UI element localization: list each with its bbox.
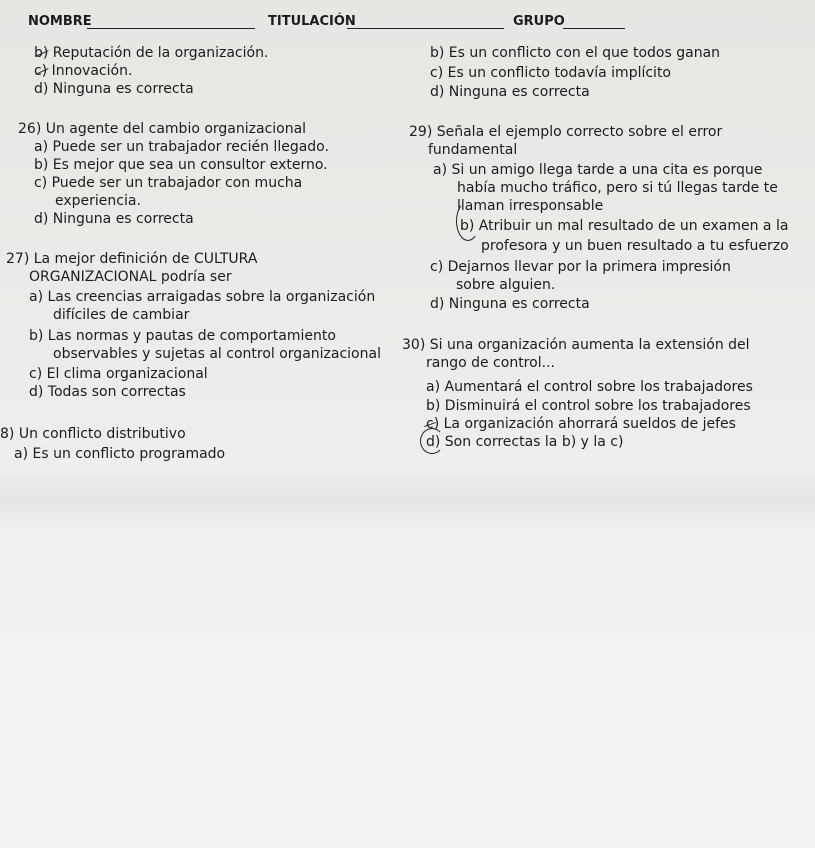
q29-option-b: b) Atribuir un mal resultado de un examen a la — [460, 218, 789, 234]
q30-title-cont: rango de control... — [426, 355, 555, 371]
q26-title: 26) Un agente del cambio organizacional — [18, 121, 307, 137]
q27-option-b-cont: observables y sujetas al control organizacional — [53, 346, 381, 362]
q28-option-a: a) Es un conflicto programado — [14, 446, 226, 462]
q30-title: 30) Si una organización aumenta la extensión del — [402, 337, 750, 353]
q30-option-b: b) Disminuirá el control sobre los trabajadores — [426, 398, 751, 414]
paper-fold-shadow — [0, 470, 815, 530]
q30-option-a: a) Aumentará el control sobre los trabajadores — [426, 379, 753, 395]
q30-option-d: d) Son correctas la b) y la c) — [426, 434, 624, 450]
q26-option-c-cont: experiencia. — [55, 193, 141, 209]
q29-option-a-cont2: llaman irresponsable — [457, 198, 604, 214]
titulacion-blank[interactable] — [347, 28, 504, 29]
prev-option-c-right: c) Es un conflicto todavía implícito — [430, 65, 672, 81]
prev-option-d-left: d) Ninguna es correcta — [34, 81, 194, 97]
q27-option-a: a) Las creencias arraigadas sobre la organización — [29, 289, 376, 305]
q27-option-d: d) Todas son correctas — [29, 384, 186, 400]
q26-option-d: d) Ninguna es correcta — [34, 211, 194, 227]
q29-option-d: d) Ninguna es correcta — [430, 296, 590, 312]
q26-option-a: a) Puede ser un trabajador recién llegado. — [34, 139, 329, 155]
q28-title: 8) Un conflicto distributivo — [0, 426, 186, 442]
prev-option-d-right: d) Ninguna es correcta — [430, 84, 590, 100]
q27-title-cont: ORGANIZACIONAL podría ser — [29, 269, 232, 285]
q29-option-c-cont: sobre alguien. — [456, 277, 556, 293]
q29-option-a: a) Si un amigo llega tarde a una cita es porque — [433, 162, 763, 178]
grupo-blank[interactable] — [563, 28, 625, 29]
titulacion-label: TITULACIÓN — [268, 14, 356, 29]
q27-title: 27) La mejor definición de CULTURA — [6, 251, 258, 267]
q27-option-b: b) Las normas y pautas de comportamiento — [29, 328, 336, 344]
q30-option-c: c) La organización ahorrará sueldos de jefes — [426, 416, 736, 432]
prev-option-c-left: c) Innovación. — [34, 63, 133, 79]
q29-title: 29) Señala el ejemplo correcto sobre el error — [409, 124, 723, 140]
q29-title-cont: fundamental — [428, 142, 518, 158]
prev-option-b-right: b) Es un conflicto con el que todos ganan — [430, 45, 721, 61]
nombre-label: NOMBRE — [28, 14, 92, 29]
nombre-blank[interactable] — [87, 28, 255, 29]
q29-option-c: c) Dejarnos llevar por la primera impresión — [430, 259, 731, 275]
q29-option-a-cont1: había mucho tráfico, pero si tú llegas tarde te — [457, 180, 778, 196]
q27-option-c: c) El clima organizacional — [29, 366, 208, 382]
prev-option-b-left: b) Reputación de la organización. — [34, 45, 269, 61]
q27-option-a-cont: difíciles de cambiar — [53, 307, 190, 323]
grupo-label: GRUPO — [513, 14, 565, 29]
q26-option-b: b) Es mejor que sea un consultor externo. — [34, 157, 328, 173]
answer-circle-mark — [420, 428, 444, 454]
q29-option-b-cont: profesora y un buen resultado a tu esfuerzo — [481, 238, 789, 254]
q26-option-c: c) Puede ser un trabajador con mucha — [34, 175, 303, 191]
